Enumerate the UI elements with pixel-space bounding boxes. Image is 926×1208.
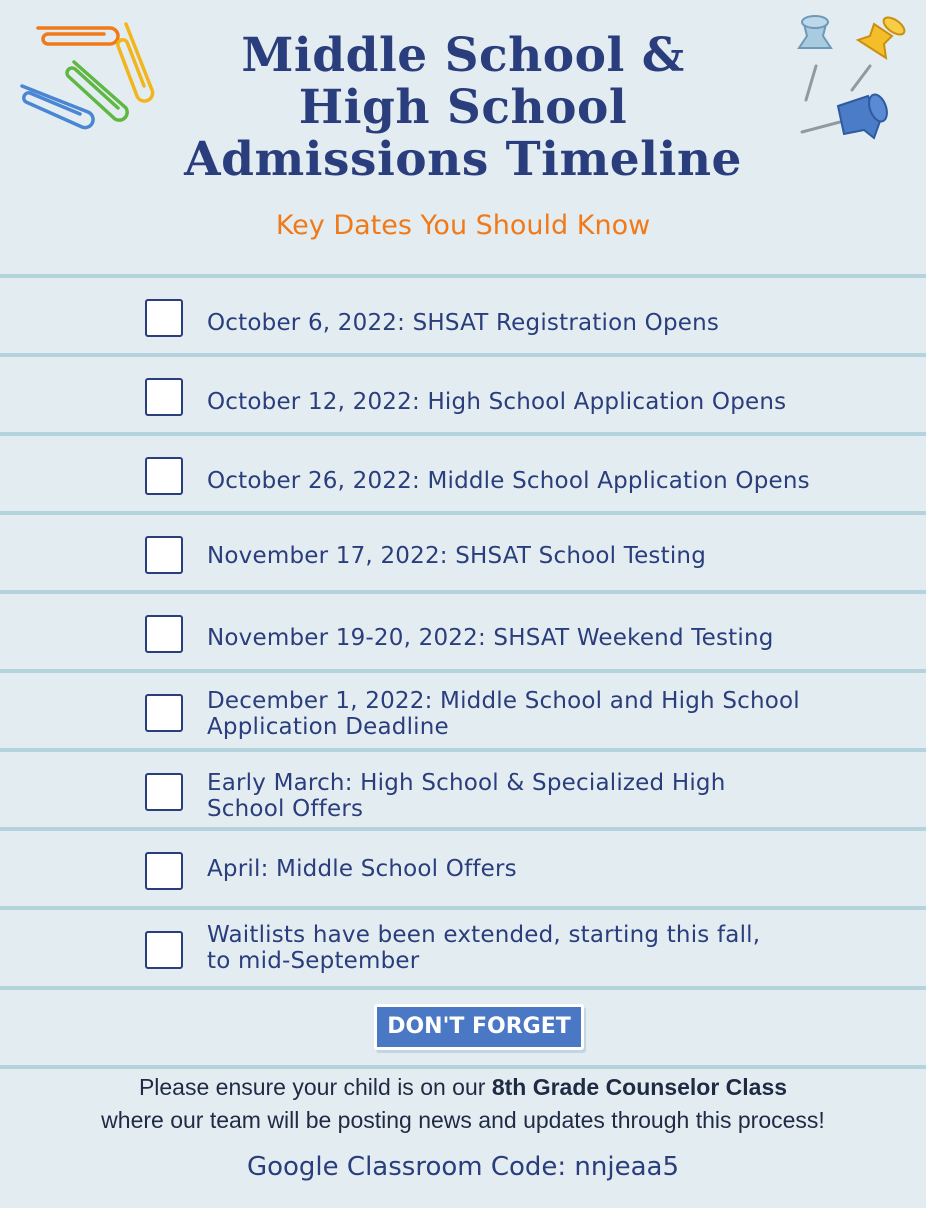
timeline-item-line: November 17, 2022: SHSAT School Testing	[207, 543, 706, 569]
timeline-item-line: October 12, 2022: High School Application Opens	[207, 389, 787, 415]
timeline-item-line: to mid-September	[207, 948, 420, 974]
timeline-item-text	[207, 922, 847, 974]
page-title	[0, 30, 926, 186]
timeline-item-line: November 19-20, 2022: SHSAT Weekend Testing	[207, 625, 774, 651]
divider	[0, 511, 926, 515]
timeline-item-line: Waitlists have been extended, starting this fall,	[207, 922, 761, 948]
timeline-item-line: December 1, 2022: Middle School and High School	[207, 688, 800, 714]
timeline-item-text	[207, 625, 847, 651]
divider	[0, 669, 926, 673]
timeline-item-line: October 6, 2022: SHSAT Registration Opens	[207, 310, 720, 336]
checkbox[interactable]	[145, 773, 183, 811]
timeline-item-line: Early March: High School & Specialized High	[207, 770, 726, 796]
title-line-1: Middle School &	[241, 28, 685, 83]
divider	[0, 353, 926, 357]
checkbox[interactable]	[145, 299, 183, 337]
timeline-item-text	[207, 389, 847, 415]
page-subtitle: Key Dates You Should Know	[275, 210, 651, 241]
checkbox[interactable]	[145, 694, 183, 732]
divider	[0, 827, 926, 831]
timeline-item-text	[207, 310, 847, 336]
timeline-item-text	[207, 856, 847, 882]
timeline-item-text	[207, 468, 847, 494]
divider	[0, 590, 926, 594]
divider	[0, 1065, 926, 1069]
divider	[0, 274, 926, 278]
checkbox[interactable]	[145, 536, 183, 574]
timeline-item-line: October 26, 2022: Middle School Application Opens	[207, 468, 810, 494]
checkbox[interactable]	[145, 615, 183, 653]
divider	[0, 432, 926, 436]
checkbox[interactable]	[145, 457, 183, 495]
divider	[0, 906, 926, 910]
checkbox[interactable]	[145, 852, 183, 890]
class-name: 8th Grade Counselor Class	[491, 1074, 788, 1100]
divider	[0, 748, 926, 752]
reminder-text: Please ensure your child is on our	[138, 1074, 492, 1100]
reminder-note-line-2: where our team will be posting news and updates through this process!	[101, 1107, 825, 1133]
timeline-item-line: April: Middle School Offers	[207, 856, 517, 882]
timeline-item-line: School Offers	[207, 796, 364, 822]
timeline-item-text	[207, 688, 847, 740]
timeline-item-text	[207, 770, 847, 822]
classroom-code: Google Classroom Code: nnjeaa5	[246, 1152, 680, 1182]
title-line-3: Admissions Timeline	[184, 132, 742, 187]
title-line-2: High School	[298, 80, 628, 135]
checkbox[interactable]	[145, 378, 183, 416]
divider	[0, 986, 926, 990]
timeline-item-text	[207, 543, 847, 569]
checkbox[interactable]	[145, 931, 183, 969]
reminder-note	[0, 1071, 926, 1104]
dont-forget-badge: DON'T FORGET	[374, 1004, 584, 1050]
timeline-item-line: Application Deadline	[207, 714, 449, 740]
